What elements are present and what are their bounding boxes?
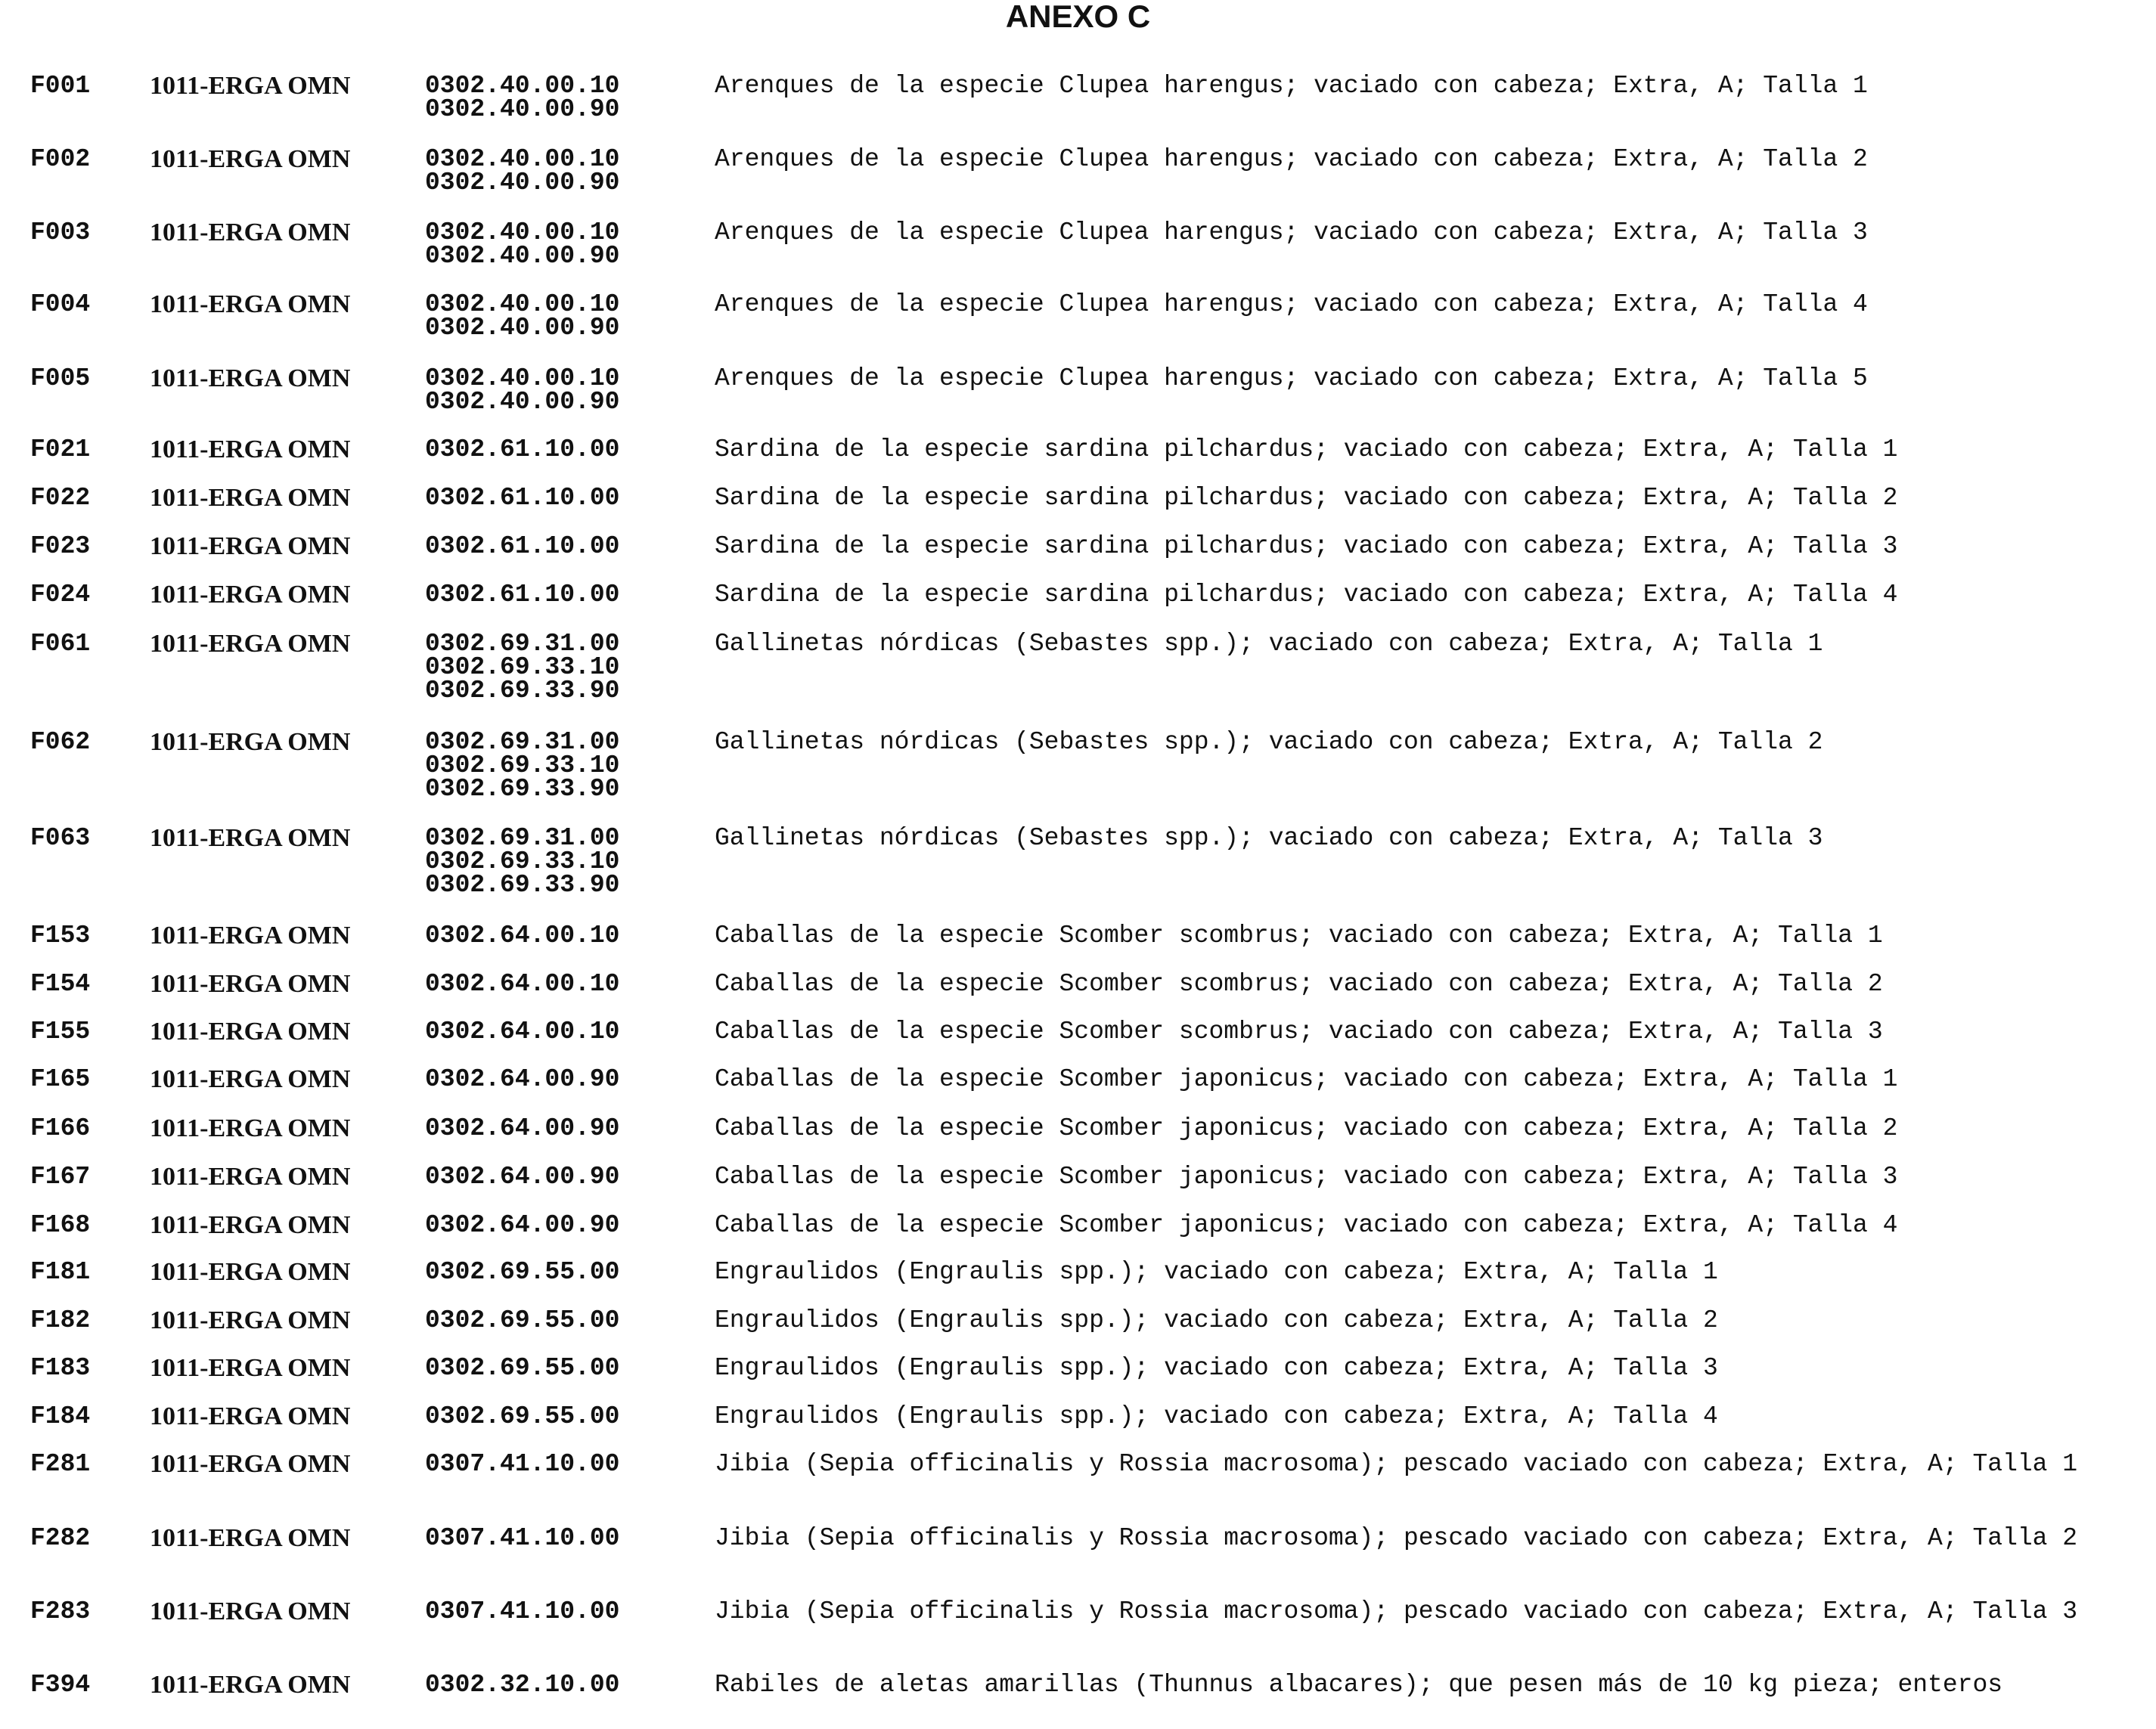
row-code: F281 (30, 1450, 91, 1478)
row-cn-codes: 0302.64.00.10 (425, 970, 620, 998)
row-reference: 1011-ERGA OMN (150, 145, 351, 173)
row-description: Engraulidos (Engraulis spp.); vaciado con cabeza; Extra, A; Talla 1 (715, 1258, 1718, 1286)
row-cn-codes: 0302.64.00.10 (425, 922, 620, 950)
row-cn-codes: 0302.69.55.00 (425, 1258, 620, 1286)
row-description: Engraulidos (Engraulis spp.); vaciado con cabeza; Extra, A; Talla 3 (715, 1354, 1718, 1382)
row-reference: 1011-ERGA OMN (150, 1354, 351, 1382)
row-cn-codes: 0302.64.00.10 (425, 1018, 620, 1046)
row-reference: 1011-ERGA OMN (150, 630, 351, 658)
row-description: Jibia (Sepia officinalis y Rossia macrosoma); pescado vaciado con cabeza; Extra, A; Talla 1 (715, 1450, 2078, 1478)
row-code: F063 (30, 824, 91, 852)
row-description: Caballas de la especie Scomber scombrus; vaciado con cabeza; Extra, A; Talla 2 (715, 970, 1883, 998)
row-reference: 1011-ERGA OMN (150, 1524, 351, 1552)
row-description: Arenques de la especie Clupea harengus; vaciado con cabeza; Extra, A; Talla 5 (715, 364, 1868, 392)
row-code: F002 (30, 145, 91, 173)
row-reference: 1011-ERGA OMN (150, 1114, 351, 1142)
row-description: Engraulidos (Engraulis spp.); vaciado con cabeza; Extra, A; Talla 4 (715, 1402, 1718, 1430)
row-description: Sardina de la especie sardina pilchardus; vaciado con cabeza; Extra, A; Talla 4 (715, 581, 1898, 609)
row-code: F183 (30, 1354, 91, 1382)
row-description: Caballas de la especie Scomber scombrus; vaciado con cabeza; Extra, A; Talla 1 (715, 922, 1883, 950)
row-cn-codes: 0302.40.00.10 0302.40.00.90 (425, 145, 620, 197)
row-reference: 1011-ERGA OMN (150, 581, 351, 609)
row-code: F282 (30, 1524, 91, 1552)
row-reference: 1011-ERGA OMN (150, 1163, 351, 1191)
row-code: F168 (30, 1211, 91, 1239)
row-description: Gallinetas nórdicas (Sebastes spp.); vaciado con cabeza; Extra, A; Talla 2 (715, 728, 1823, 756)
row-code: F024 (30, 581, 91, 609)
row-code: F021 (30, 435, 91, 463)
row-description: Rabiles de aletas amarillas (Thunnus albacares); que pesen más de 10 kg pieza; enteros (715, 1671, 2003, 1699)
row-cn-codes: 0302.64.00.90 (425, 1114, 620, 1142)
row-reference: 1011-ERGA OMN (150, 1402, 351, 1430)
row-code: F184 (30, 1402, 91, 1430)
row-reference: 1011-ERGA OMN (150, 435, 351, 463)
row-code: F283 (30, 1597, 91, 1625)
row-reference: 1011-ERGA OMN (150, 1450, 351, 1478)
row-description: Arenques de la especie Clupea harengus; vaciado con cabeza; Extra, A; Talla 2 (715, 145, 1868, 173)
row-description: Engraulidos (Engraulis spp.); vaciado con cabeza; Extra, A; Talla 2 (715, 1306, 1718, 1334)
row-code: F182 (30, 1306, 91, 1334)
row-cn-codes: 0302.64.00.90 (425, 1211, 620, 1239)
row-reference: 1011-ERGA OMN (150, 1211, 351, 1239)
row-cn-codes: 0307.41.10.00 (425, 1597, 620, 1625)
row-reference: 1011-ERGA OMN (150, 364, 351, 392)
row-code: F005 (30, 364, 91, 392)
row-cn-codes: 0302.69.55.00 (425, 1402, 620, 1430)
row-code: F153 (30, 922, 91, 950)
row-description: Caballas de la especie Scomber japonicus; vaciado con cabeza; Extra, A; Talla 4 (715, 1211, 1898, 1239)
row-cn-codes: 0302.69.55.00 (425, 1306, 620, 1334)
row-description: Arenques de la especie Clupea harengus; vaciado con cabeza; Extra, A; Talla 4 (715, 290, 1868, 318)
row-cn-codes: 0302.64.00.90 (425, 1163, 620, 1191)
row-code: F154 (30, 970, 91, 998)
row-code: F155 (30, 1018, 91, 1046)
row-code: F061 (30, 630, 91, 658)
row-description: Arenques de la especie Clupea harengus; vaciado con cabeza; Extra, A; Talla 1 (715, 72, 1868, 100)
row-cn-codes: 0302.40.00.10 0302.40.00.90 (425, 290, 620, 342)
row-cn-codes: 0302.69.31.00 0302.69.33.10 0302.69.33.90 (425, 824, 620, 899)
row-cn-codes: 0302.61.10.00 (425, 435, 620, 463)
row-cn-codes: 0302.40.00.10 0302.40.00.90 (425, 72, 620, 123)
row-description: Caballas de la especie Scomber scombrus; vaciado con cabeza; Extra, A; Talla 3 (715, 1018, 1883, 1046)
row-cn-codes: 0307.41.10.00 (425, 1450, 620, 1478)
row-reference: 1011-ERGA OMN (150, 1306, 351, 1334)
row-cn-codes: 0307.41.10.00 (425, 1524, 620, 1552)
row-reference: 1011-ERGA OMN (150, 1065, 351, 1093)
row-code: F062 (30, 728, 91, 756)
row-description: Gallinetas nórdicas (Sebastes spp.); vaciado con cabeza; Extra, A; Talla 3 (715, 824, 1823, 852)
row-cn-codes: 0302.40.00.10 0302.40.00.90 (425, 218, 620, 270)
row-reference: 1011-ERGA OMN (150, 728, 351, 756)
row-reference: 1011-ERGA OMN (150, 1671, 351, 1699)
row-reference: 1011-ERGA OMN (150, 1018, 351, 1046)
row-reference: 1011-ERGA OMN (150, 290, 351, 318)
row-description: Caballas de la especie Scomber japonicus; vaciado con cabeza; Extra, A; Talla 1 (715, 1065, 1898, 1093)
row-description: Caballas de la especie Scomber japonicus; vaciado con cabeza; Extra, A; Talla 3 (715, 1163, 1898, 1191)
row-description: Sardina de la especie sardina pilchardus; vaciado con cabeza; Extra, A; Talla 1 (715, 435, 1898, 463)
row-reference: 1011-ERGA OMN (150, 532, 351, 560)
row-cn-codes: 0302.40.00.10 0302.40.00.90 (425, 364, 620, 416)
row-reference: 1011-ERGA OMN (150, 1597, 351, 1625)
row-code: F003 (30, 218, 91, 246)
row-cn-codes: 0302.32.10.00 (425, 1671, 620, 1699)
row-description: Gallinetas nórdicas (Sebastes spp.); vaciado con cabeza; Extra, A; Talla 1 (715, 630, 1823, 658)
row-description: Arenques de la especie Clupea harengus; vaciado con cabeza; Extra, A; Talla 3 (715, 218, 1868, 246)
row-cn-codes: 0302.61.10.00 (425, 484, 620, 512)
row-code: F166 (30, 1114, 91, 1142)
row-reference: 1011-ERGA OMN (150, 824, 351, 852)
row-code: F167 (30, 1163, 91, 1191)
row-code: F023 (30, 532, 91, 560)
row-reference: 1011-ERGA OMN (150, 922, 351, 950)
row-description: Jibia (Sepia officinalis y Rossia macrosoma); pescado vaciado con cabeza; Extra, A; Talla 3 (715, 1597, 2078, 1625)
row-cn-codes: 0302.64.00.90 (425, 1065, 620, 1093)
row-reference: 1011-ERGA OMN (150, 72, 351, 100)
row-reference: 1011-ERGA OMN (150, 484, 351, 512)
row-code: F181 (30, 1258, 91, 1286)
row-description: Sardina de la especie sardina pilchardus; vaciado con cabeza; Extra, A; Talla 3 (715, 532, 1898, 560)
row-cn-codes: 0302.61.10.00 (425, 532, 620, 560)
row-reference: 1011-ERGA OMN (150, 1258, 351, 1286)
row-code: F022 (30, 484, 91, 512)
row-cn-codes: 0302.69.31.00 0302.69.33.10 0302.69.33.90 (425, 728, 620, 803)
row-description: Jibia (Sepia officinalis y Rossia macrosoma); pescado vaciado con cabeza; Extra, A; Talla 2 (715, 1524, 2078, 1552)
row-reference: 1011-ERGA OMN (150, 218, 351, 246)
row-description: Sardina de la especie sardina pilchardus; vaciado con cabeza; Extra, A; Talla 2 (715, 484, 1898, 512)
row-description: Caballas de la especie Scomber japonicus; vaciado con cabeza; Extra, A; Talla 2 (715, 1114, 1898, 1142)
row-code: F394 (30, 1671, 91, 1699)
row-reference: 1011-ERGA OMN (150, 970, 351, 998)
row-cn-codes: 0302.69.55.00 (425, 1354, 620, 1382)
row-code: F004 (30, 290, 91, 318)
row-code: F001 (30, 72, 91, 100)
row-code: F165 (30, 1065, 91, 1093)
row-cn-codes: 0302.69.31.00 0302.69.33.10 0302.69.33.90 (425, 630, 620, 705)
page-title: ANEXO C (1005, 0, 1151, 34)
row-cn-codes: 0302.61.10.00 (425, 581, 620, 609)
